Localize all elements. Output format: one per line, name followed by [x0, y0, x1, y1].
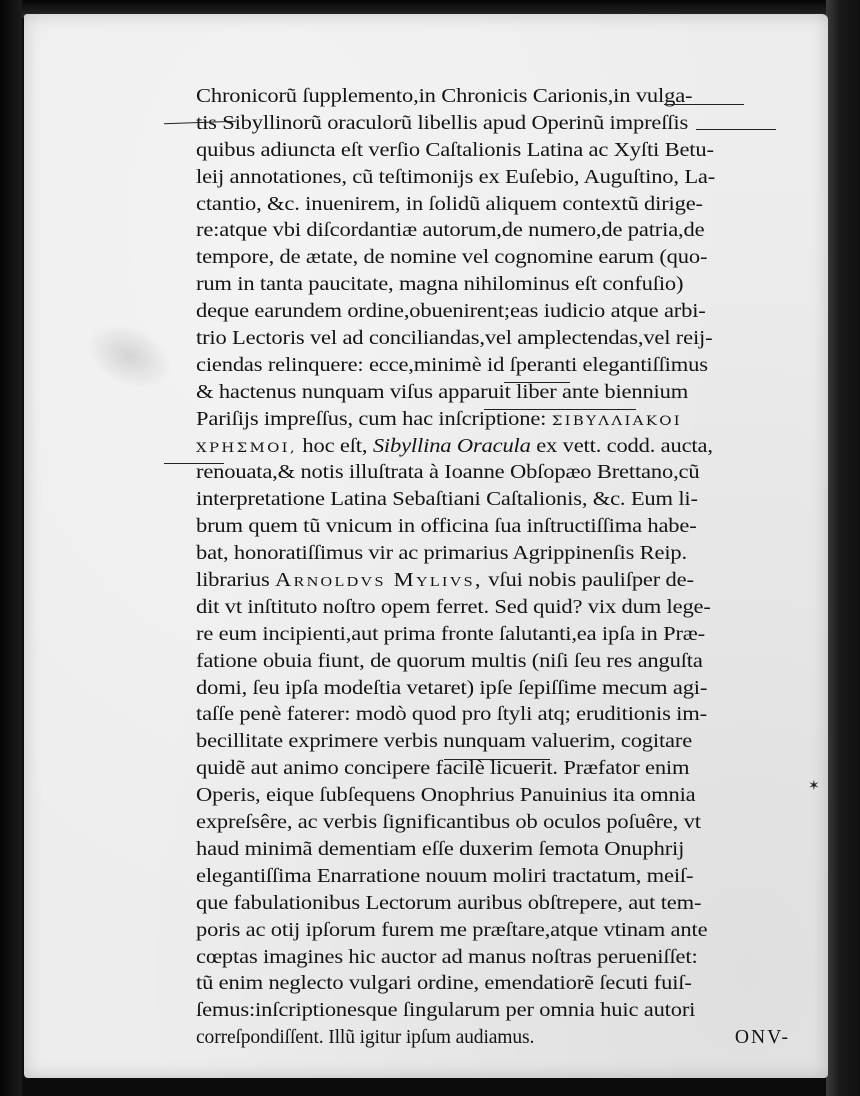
greek-title-1: ΣΙΒΥΛΛΙΑΚΟΙ	[551, 413, 683, 429]
scan-border-left	[0, 0, 22, 1096]
text-line: Pariſijs impreſſus, cum hac inſcriptione: ΣΙΒΥΛΛΙΑΚΟΙ	[196, 408, 683, 430]
text-line: que fabulationibus Lectorum auribus obſtrepere, aut tem-	[196, 892, 702, 914]
text-line: dit vt inſtituto noſtro opem ferret. Sed quid? vix dum lege-	[196, 596, 711, 618]
ink-underline	[164, 463, 224, 464]
text-line: cœptas imagines hic auctor ad manus noſtras perueniſſet:	[196, 946, 698, 968]
text-line: bat, honoratiſſimus vir ac primarius Agrippinenſis Reip.	[196, 543, 687, 565]
text-line: deque earundem ordine,obuenirent;eas iudicio atque arbi-	[196, 301, 706, 323]
text-line: rum in tanta paucitate, magna nihilominus eſt confuſio)	[196, 274, 684, 296]
ink-underline	[696, 129, 776, 130]
scan-border-right	[826, 0, 860, 1096]
text-line: leij annotationes, cũ teſtimonijs ex Euſebio, Auguſtino, La-	[196, 166, 716, 188]
text-line: taſſe penè faterer: modò quod pro ſtyli atq; eruditionis im-	[196, 704, 707, 726]
italic-title: Sibyllina Oracula	[372, 435, 531, 457]
text-line: Chronicorũ ſupplemento,in Chronicis Carionis,in vulga-	[196, 86, 693, 107]
text-line: tis Sibyllinorũ oraculorũ libellis apud Operinũ impreſſis	[196, 112, 689, 134]
text-line: expreſsêre, ac verbis ſignificantibus ob oculos poſuêre, vt	[196, 812, 701, 834]
ink-underline	[504, 382, 570, 383]
printer-name: Arnoldvs Mylivs,	[275, 570, 483, 592]
text-line: brum quem tũ vnicum in officina ſua inſtructiſſima habe-	[196, 516, 697, 538]
text-line: ctantio, &c. inuenirem, in ſolidũ aliquem contextũ dirige-	[196, 193, 703, 215]
text-line: ciendas relinquere: ecce,minimè id ſperanti elegantiſſimus	[196, 354, 708, 376]
margin-mark: ✶	[808, 779, 820, 794]
text-line: interpretatione Latina Sebaſtiani Caſtalionis, &c. Eum li-	[196, 489, 698, 511]
text-line: ΧΡΗΣΜΟΙ, hoc eſt, Sibyllina Oracula ex vett. codd. aucta,	[196, 435, 713, 457]
text-line: correſpondiſſent. Illũ igitur ipſum audiamus. ONV-	[196, 1025, 796, 1052]
ink-underline	[664, 104, 744, 105]
page-smudge	[76, 310, 183, 402]
text-line: re eum incipienti,aut prima fronte ſalutanti,ea ipſa in Præ-	[196, 623, 706, 645]
text-line: haud minimã dementiam eſſe duxerim ſemota Onuphrij	[196, 838, 685, 860]
book-page	[24, 14, 828, 1078]
text-line: quidẽ aut animo concipere facilè licuerit. Præfator enim	[196, 758, 690, 780]
text-line: tempore, de ætate, de nomine vel cognomine earum (quo-	[196, 247, 708, 269]
text-line: elegantiſſima Enarratione nouum moliri tractatum, meiſ-	[196, 865, 694, 887]
text-line: renouata,& notis illuſtrata à Ioanne Obſopæo Brettano,cũ	[196, 462, 700, 484]
text-line: Operis, eique ſubſequens Onophrius Panuinius ita omnia	[196, 785, 696, 807]
greek-title-2: ΧΡΗΣΜΟΙ,	[196, 440, 297, 456]
text-line: tũ enim neglecto vulgari ordine, emendatiorẽ ſecuti fuiſ-	[196, 973, 692, 995]
onophrius-name: Onophrius	[420, 785, 515, 807]
text-line: trio Lectoris vel ad conciliandas,vel amplectendas,vel reij-	[196, 328, 713, 350]
catchword: ONV-	[734, 1027, 790, 1049]
text-line: ſemus:inſcriptionesque ſingularum per omnia huic autori	[196, 1000, 696, 1022]
text-line: librarius Arnoldvs Mylivs, vſui nobis pauliſper de-	[196, 570, 694, 592]
text-line: becillitate exprimere verbis nunquam valuerim, cogitare	[196, 731, 693, 753]
text-line: poris ac otij ipſorum furem me præſtare,atque vtinam ante	[196, 919, 708, 941]
text-line: quibus adiuncta eſt verſio Caſtalionis Latina ac Xyſti Betu-	[196, 139, 714, 161]
text-line: domi, ſeu ipſa modeſtia vetaret) ipſe ſepiſſime mecum agi-	[196, 677, 708, 699]
text-line: re:atque vbi diſcordantiæ autorum,de numero,de patria,de	[196, 220, 705, 242]
ink-underline	[444, 759, 550, 760]
text-line: & hactenus nunquam viſus apparuit liber ante biennium	[196, 381, 689, 403]
ink-underline	[484, 409, 636, 410]
text-line: fatione obuia fiunt, de quorum multis (niſi ſeu res anguſta	[196, 650, 703, 672]
page-text-block	[196, 84, 796, 1052]
